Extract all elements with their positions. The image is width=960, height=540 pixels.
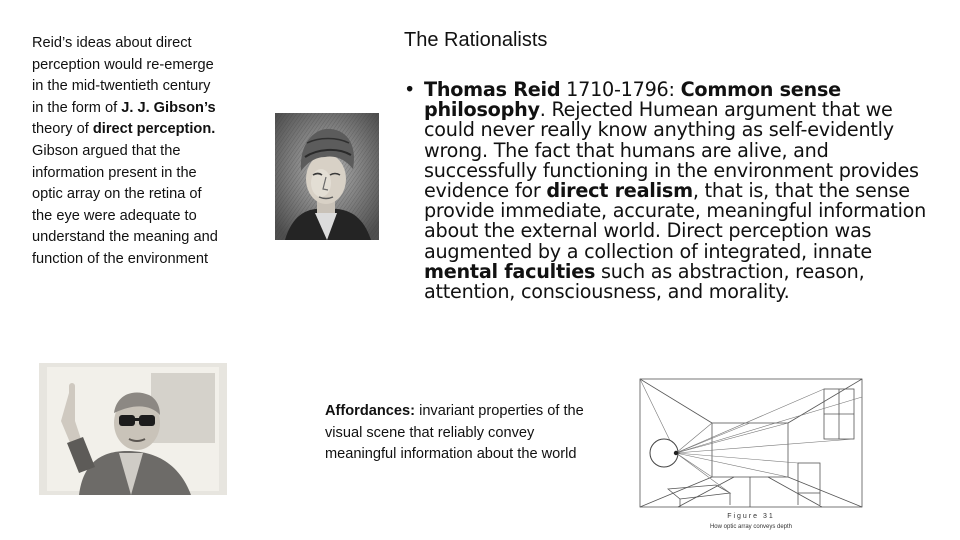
direct-realism-term: direct realism bbox=[546, 179, 693, 203]
gibson-paragraph bbox=[32, 33, 224, 271]
reid-dates: 1710-1796: bbox=[560, 78, 681, 101]
affordances-definition: invariant properties of the visual scene that reliably convey meaningful information about the world bbox=[325, 403, 584, 463]
optic-array-figure bbox=[638, 377, 864, 532]
paragraph-text: Reid’s ideas about direct perception would re-emerge in the mid-twentieth century in the form of bbox=[32, 35, 214, 116]
philosophy-term: Common sense philosophy bbox=[424, 78, 841, 122]
bullet-text: . Rejected Humean argument that we could never really know anything as self-evidently wrong. The fact that humans are alive, and successfully functioning in the environment provides evidence for bbox=[424, 98, 919, 203]
bullet-body bbox=[424, 80, 944, 302]
thomas-reid-portrait bbox=[275, 113, 379, 240]
mental-faculties-term: mental faculties bbox=[424, 259, 596, 283]
bullet-text: , that is, that the sense provide immediate, accurate, meaningful information about the external world. Direct perception was augmented by a collection of integrated, innate bbox=[424, 179, 927, 263]
reid-name: Thomas Reid bbox=[424, 78, 561, 101]
affordances-term: Affordances: bbox=[325, 403, 416, 419]
slide-title: The Rationalists bbox=[404, 29, 548, 51]
affordances-paragraph bbox=[325, 401, 595, 466]
gibson-photo bbox=[39, 363, 227, 495]
figure-caption: How optic array conveys depth bbox=[709, 524, 793, 530]
paragraph-text: theory of bbox=[32, 121, 93, 138]
direct-perception-term: direct perception. bbox=[92, 121, 216, 138]
reid-bullet bbox=[404, 80, 944, 302]
paragraph-text: Gibson argued that the information present in the optic array on the retina of the eye were adequate to understand the meaning and function of the environment bbox=[32, 142, 218, 267]
figure-label: Figure 31 bbox=[727, 513, 775, 520]
gibson-name: J. J. Gibson’s bbox=[121, 99, 216, 116]
bullet-marker: • bbox=[404, 78, 416, 101]
bullet-text: such as abstraction, reason, attention, consciousness, and morality. bbox=[424, 259, 865, 304]
